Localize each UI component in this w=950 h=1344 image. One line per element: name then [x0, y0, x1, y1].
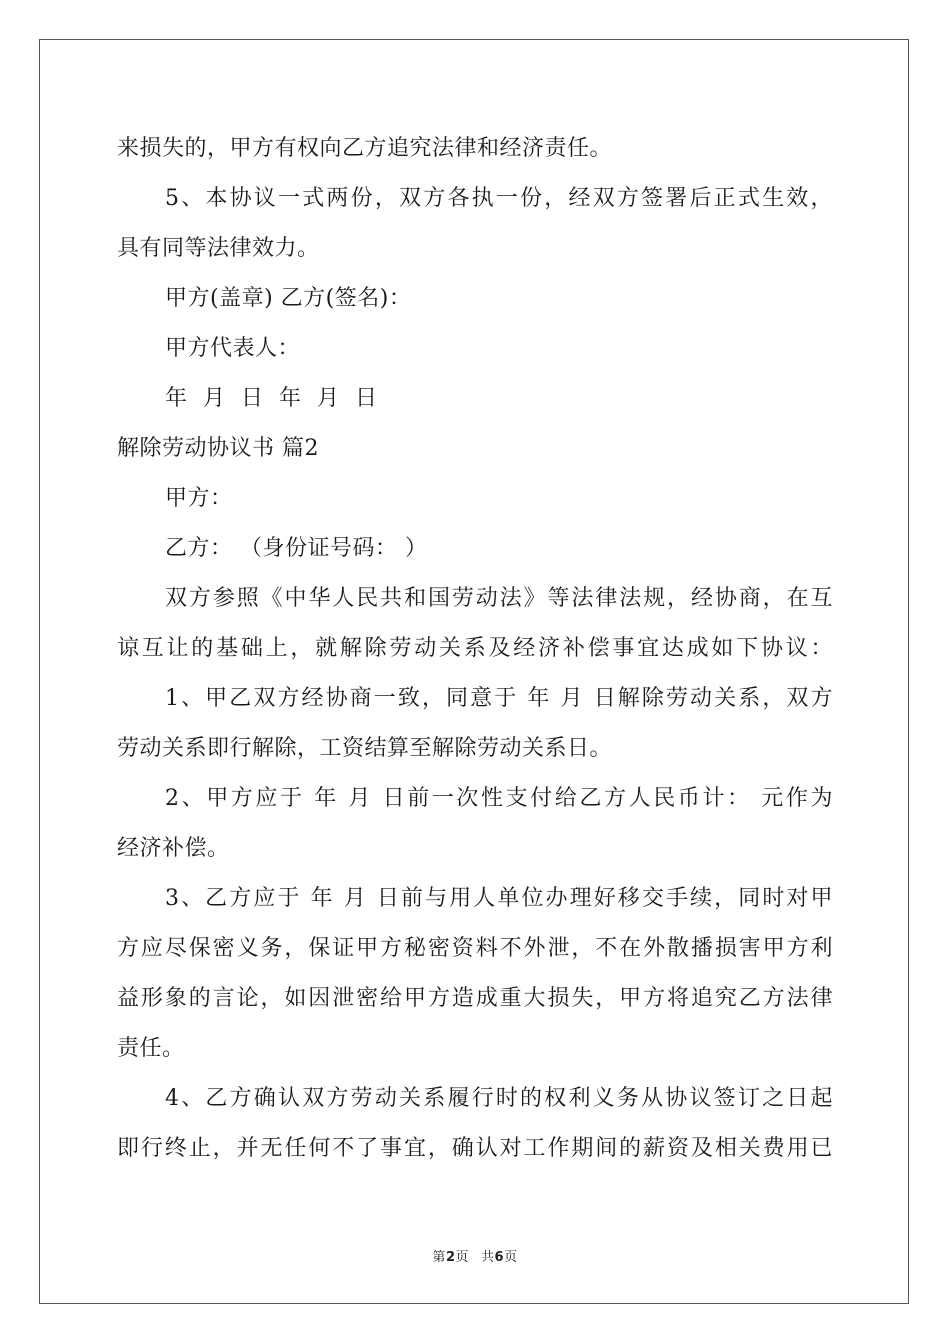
page-prefix: 第 — [432, 1250, 446, 1265]
party-a-line: 甲方： — [165, 486, 233, 511]
total-prefix: 共 — [481, 1250, 495, 1265]
representative-line: 甲方代表人： — [165, 336, 301, 361]
date-line: 年 月 日 年 月 日 — [165, 386, 378, 411]
paragraph-line: 具有同等法律效力。 — [117, 236, 320, 261]
signature-line: 甲方(盖章) 乙方(签名)： — [165, 286, 412, 311]
page-footer — [0, 1246, 950, 1265]
paragraph-line: 双方参照《中华人民共和国劳动法》等法律法规，经协商，在互 — [165, 586, 833, 611]
section-title: 解除劳动协议书 篇2 — [117, 436, 319, 461]
paragraph-line: 劳动关系即行解除，工资结算至解除劳动关系日。 — [117, 736, 613, 761]
paragraph-line: 经济补偿。 — [117, 836, 230, 861]
page-border — [39, 39, 909, 1304]
paragraph-line: 5、本协议一式两份，双方各执一份，经双方签署后正式生效， — [165, 186, 833, 211]
paragraph-line: 谅互让的基础上，就解除劳动关系及经济补偿事宜达成如下协议： — [117, 636, 833, 661]
party-b-line: 乙方： （身份证号码： ） — [165, 536, 428, 561]
paragraph-line: 1、甲乙双方经协商一致，同意于 年 月 日解除劳动关系，双方 — [165, 686, 833, 711]
paragraph-line: 3、乙方应于 年 月 日前与用人单位办理好移交手续，同时对甲 — [165, 886, 833, 911]
paragraph-line: 2、甲方应于 年 月 日前一次性支付给乙方人民币计： 元作为 — [165, 786, 833, 811]
page-total: 6 — [494, 1250, 505, 1265]
total-suffix: 页 — [504, 1250, 518, 1265]
paragraph-line: 责任。 — [117, 1036, 185, 1061]
page-current: 2 — [445, 1250, 456, 1265]
paragraph-line: 即行终止，并无任何不了事宜，确认对工作期间的薪资及相关费用已 — [117, 1136, 833, 1161]
paragraph-line: 益形象的言论，如因泄密给甲方造成重大损失，甲方将追究乙方法律 — [117, 986, 833, 1011]
paragraph-line: 4、乙方确认双方劳动关系履行时的权利义务从协议签订之日起 — [165, 1086, 833, 1111]
paragraph-line: 方应尽保密义务，保证甲方秘密资料不外泄，不在外散播损害甲方利 — [117, 936, 833, 961]
paragraph-line: 来损失的，甲方有权向乙方追究法律和经济责任。 — [117, 136, 613, 161]
page-suffix: 页 — [455, 1250, 469, 1265]
